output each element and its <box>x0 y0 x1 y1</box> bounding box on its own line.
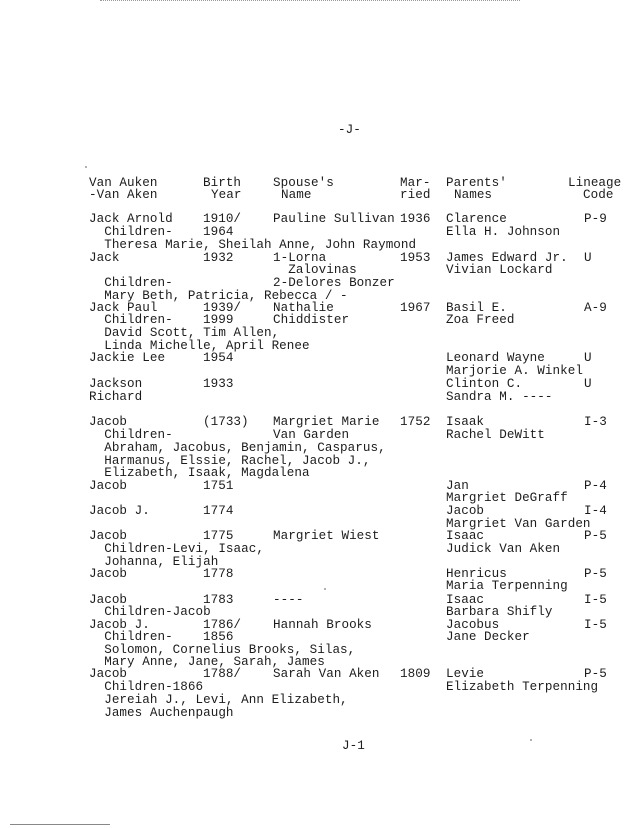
row-parents-names: Rachel DeWitt <box>446 428 545 442</box>
row-parents-names: Isaac <box>446 529 485 543</box>
row-entry-name: Richard <box>89 390 143 404</box>
row-parents-names: Elizabeth Terpenning <box>446 680 599 694</box>
row-entry-name: Abraham, Jacobus, Benjamin, Casparus, <box>89 441 386 455</box>
row-entry-name: Jacob <box>89 567 128 581</box>
row-parents-names: Marjorie A. Winkel <box>446 364 583 378</box>
scan-speck <box>85 166 87 168</box>
row-birth-year: 1964 <box>203 225 234 239</box>
row-birth-year: 1932 <box>203 251 234 265</box>
row-parents-names: Jacobus <box>446 618 500 632</box>
row-birth-year: 1954 <box>203 351 234 365</box>
row-parents-names: Judick Van Aken <box>446 542 561 556</box>
row-birth-year: 1999 <box>203 313 234 327</box>
row-parents-names: James Edward Jr. <box>446 251 568 265</box>
row-entry-name: Jacob J. <box>89 618 150 632</box>
row-lineage-code: P-5 <box>584 529 607 543</box>
column-header-parents-1: Parents' <box>446 176 507 190</box>
row-spouse-name: Hannah Brooks <box>273 618 372 632</box>
row-entry-name: Children- <box>89 428 173 442</box>
row-entry-name: Jack Arnold <box>89 212 173 226</box>
row-married-year: 1936 <box>400 212 431 226</box>
row-spouse-name: Margriet Wiest <box>273 529 380 543</box>
row-entry-name: Children- <box>89 225 173 239</box>
row-spouse-name: Van Garden <box>273 428 350 442</box>
row-parents-names: Levie <box>446 667 485 681</box>
row-parents-names: Zoa Freed <box>446 313 515 327</box>
row-lineage-code: P-5 <box>584 667 607 681</box>
column-header-spouse-2: Name <box>281 188 312 202</box>
row-parents-names: Vivian Lockard <box>446 263 553 277</box>
row-spouse-name: Zalovinas <box>273 263 357 277</box>
row-spouse-name: Sarah Van Aken <box>273 667 380 681</box>
row-entry-name: Jacob <box>89 529 128 543</box>
row-lineage-code: P-5 <box>584 567 607 581</box>
row-entry-name: Jacob <box>89 415 128 429</box>
column-header-name-2: -Van Aken <box>89 188 158 202</box>
row-married-year: 1809 <box>400 667 431 681</box>
row-spouse-name: 2-Delores Bonzer <box>273 276 395 290</box>
row-lineage-code: U <box>584 377 592 391</box>
row-lineage-code: I-5 <box>584 618 607 632</box>
row-parents-names: Isaak <box>446 415 485 429</box>
row-entry-name: Children- <box>89 276 173 290</box>
column-header-birth-2: Year <box>211 188 242 202</box>
column-header-married-1: Mar- <box>400 176 431 190</box>
row-entry-name: Johanna, Elijah <box>89 555 219 569</box>
column-header-birth-1: Birth <box>203 176 242 190</box>
scan-edge-bottom <box>10 824 110 825</box>
row-spouse-name: 1-Lorna <box>273 251 327 265</box>
column-header-married-2: ried <box>400 188 431 202</box>
row-birth-year: 1856 <box>203 630 234 644</box>
row-entry-name: Jack Paul <box>89 301 158 315</box>
row-lineage-code: P-4 <box>584 479 607 493</box>
row-parents-names: Margriet DeGraff <box>446 491 568 505</box>
row-lineage-code: U <box>584 251 592 265</box>
row-entry-name: Children-Jacob <box>89 605 211 619</box>
row-entry-name: Jacob <box>89 593 128 607</box>
row-lineage-code: P-9 <box>584 212 607 226</box>
row-birth-year: 1783 <box>203 593 234 607</box>
row-entry-name: Solomon, Cornelius Brooks, Silas, <box>89 643 356 657</box>
row-entry-name: Children-1866 <box>89 680 204 694</box>
row-entry-name: Elizabeth, Isaak, Magdalena <box>89 466 310 480</box>
row-married-year: 1967 <box>400 301 431 315</box>
row-birth-year: 1939/ <box>203 301 242 315</box>
scan-speck <box>530 739 532 741</box>
row-married-year: 1953 <box>400 251 431 265</box>
row-entry-name: Jackson <box>89 377 143 391</box>
column-header-parents-2: Names <box>454 188 493 202</box>
row-lineage-code: U <box>584 351 592 365</box>
scan-speck <box>324 588 326 590</box>
row-parents-names: Jacob <box>446 504 485 518</box>
row-parents-names: Clinton C. <box>446 377 523 391</box>
row-parents-names: Jane Decker <box>446 630 530 644</box>
row-parents-names: Barbara Shifly <box>446 605 553 619</box>
row-parents-names: Henricus <box>446 567 507 581</box>
row-entry-name: Children- <box>89 630 173 644</box>
row-entry-name: Children-Levi, Isaac, <box>89 542 264 556</box>
row-entry-name: Jack <box>89 251 120 265</box>
row-married-year: 1752 <box>400 415 431 429</box>
row-parents-names: Ella H. Johnson <box>446 225 561 239</box>
row-parents-names: Maria Terpenning <box>446 579 568 593</box>
row-parents-names: Sandra M. ---- <box>446 390 553 404</box>
row-parents-names: Clarence <box>446 212 507 226</box>
row-parents-names: Margriet Van Garden <box>446 517 591 531</box>
row-birth-year: 1910/ <box>203 212 242 226</box>
row-entry-name: Mary Anne, Jane, Sarah, James <box>89 655 325 669</box>
row-parents-names: Leonard Wayne <box>446 351 545 365</box>
row-spouse-name: Chiddister <box>273 313 350 327</box>
page-footer-number: J-1 <box>342 739 365 753</box>
row-spouse-name: Nathalie <box>273 301 334 315</box>
row-birth-year: 1786/ <box>203 618 242 632</box>
row-entry-name: Jacob <box>89 479 128 493</box>
row-entry-name: James Auchenpaugh <box>89 706 234 720</box>
row-parents-names: Jan <box>446 479 469 493</box>
column-header-spouse-1: Spouse's <box>273 176 334 190</box>
row-birth-year: 1774 <box>203 504 234 518</box>
row-entry-name: Harmanus, Elssie, Rachel, Jacob J., <box>89 454 371 468</box>
column-header-lineage-1: Lineage <box>568 176 622 190</box>
row-entry-name: Jereiah J., Levi, Ann Elizabeth, <box>89 693 348 707</box>
row-entry-name: Jackie Lee <box>89 351 166 365</box>
row-parents-names: Basil E. <box>446 301 507 315</box>
page-header-letter: -J- <box>338 123 361 137</box>
row-birth-year: (1733) <box>203 415 249 429</box>
scan-edge-top <box>100 0 520 3</box>
row-spouse-name: Margriet Marie <box>273 415 380 429</box>
column-header-lineage-2: Code <box>583 188 614 202</box>
row-entry-name: Children- <box>89 313 173 327</box>
row-entry-name: David Scott, Tim Allen, <box>89 326 280 340</box>
column-header-name-1: Van Auken <box>89 176 158 190</box>
row-parents-names: Isaac <box>446 593 485 607</box>
row-lineage-code: I-4 <box>584 504 607 518</box>
row-entry-name: Jacob <box>89 667 128 681</box>
row-entry-name: Mary Beth, Patricia, Rebecca / - <box>89 289 348 303</box>
row-spouse-name: Pauline Sullivan <box>273 212 395 226</box>
row-lineage-code: A-9 <box>584 301 607 315</box>
row-birth-year: 1778 <box>203 567 234 581</box>
row-birth-year: 1751 <box>203 479 234 493</box>
row-lineage-code: I-5 <box>584 593 607 607</box>
row-birth-year: 1775 <box>203 529 234 543</box>
row-entry-name: Jacob J. <box>89 504 150 518</box>
row-birth-year: 1788/ <box>203 667 242 681</box>
row-lineage-code: I-3 <box>584 415 607 429</box>
row-spouse-name: ---- <box>273 593 304 607</box>
row-entry-name: Linda Michelle, April Renee <box>89 339 310 353</box>
row-birth-year: 1933 <box>203 377 234 391</box>
row-entry-name: Theresa Marie, Sheilah Anne, John Raymond <box>89 238 417 252</box>
